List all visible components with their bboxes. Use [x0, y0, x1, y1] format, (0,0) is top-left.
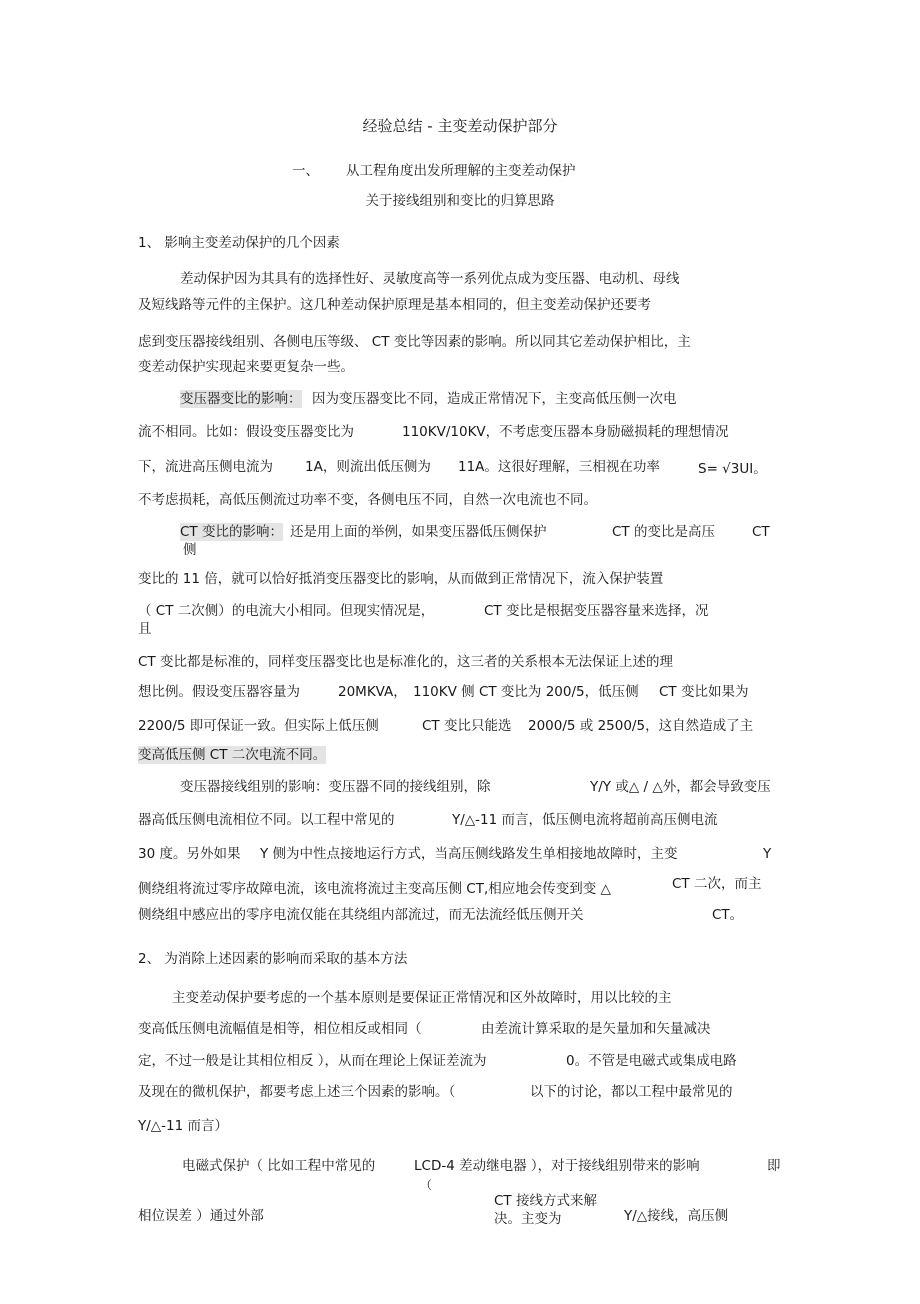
- paragraph-line: 还是用上面的举例，如果变压器低压侧保护: [290, 524, 547, 540]
- paragraph-line: CT 二次，而主: [672, 876, 762, 892]
- paragraph-line: CT 变比如果为: [659, 684, 749, 700]
- section-number: 一、: [292, 163, 319, 179]
- paragraph-line: 器高低压侧电流相位不同。以工程中常见的: [138, 812, 395, 828]
- paragraph-line: 30 度。另外如果: [138, 846, 241, 862]
- paragraph-line: 相位误差 ）通过外部: [138, 1208, 264, 1224]
- paragraph-line: 差动保护因为其具有的选择性好、灵敏度高等一系列优点成为变压器、电动机、母线: [180, 271, 680, 287]
- paragraph-line: 1A，则流出低压侧为: [305, 459, 431, 475]
- paragraph-line: CT。: [712, 907, 744, 923]
- paragraph-line: 侧绕组将流过零序故障电流，该电流将流过主变高压侧 CT,相应地会传变到变 △: [138, 881, 611, 897]
- paragraph-line: 以下的讨论，都以工程中最常见的: [530, 1084, 733, 1100]
- paragraph-line: 即: [767, 1158, 781, 1174]
- paragraph-fragment: （: [420, 1178, 433, 1192]
- paragraph-line: 由差流计算采取的是矢量加和矢量减决: [481, 1021, 711, 1037]
- paragraph-line: CT 变比只能选: [422, 718, 512, 734]
- paragraph-line: CT 变比是根据变压器容量来选择，况: [484, 603, 709, 619]
- paragraph-fragment: 侧: [183, 542, 197, 558]
- paragraph-line: 流不相同。比如：假设变压器变比为: [138, 424, 354, 440]
- paragraph-line: 及短线路等元件的主保护。这几种差动保护原理是基本相同的，但主变差动保护还要考: [138, 297, 651, 313]
- paragraph-line: 电磁式保护（ 比如工程中常见的: [182, 1158, 376, 1174]
- paragraph-line: 变比的 11 倍，就可以恰好抵消变压器变比的影响，从而做到正常情况下，流入保护装置: [138, 571, 664, 587]
- paragraph-line: Y 侧为中性点接地运行方式，当高压侧线路发生单相接地故障时，主变: [260, 846, 678, 862]
- paragraph-line: Y/△-11 而言）: [138, 1118, 229, 1134]
- paragraph-line: Y/△-11 而言，低压侧电流将超前高压侧电流: [452, 812, 718, 828]
- paragraph-line: 110KV/10KV，不考虑变压器本身励磁损耗的理想情况: [402, 424, 729, 440]
- paragraph-line: 及现在的微机保护，都要考虑上述三个因素的影响。（: [138, 1084, 456, 1100]
- highlighted-line: 变高低压侧 CT 二次电流不同。: [138, 747, 327, 763]
- paragraph-line: 想比例。假设变压器容量为: [138, 684, 300, 700]
- paragraph-line: 变差动保护实现起来要更复杂一些。: [138, 359, 354, 375]
- page-title: 经验总结 - 主变差动保护部分: [362, 117, 558, 135]
- paragraph-line: 不考虑损耗，高低压侧流过功率不变，各侧电压不同，自然一次电流也不同。: [138, 492, 597, 508]
- paragraph-line: 侧绕组中感应出的零序电流仅能在其绕组内部流过，而无法流经低压侧开关: [138, 907, 584, 923]
- highlight-label: 变压器变比的影响：: [180, 391, 302, 407]
- paragraph-line: 虑到变压器接线组别、各侧电压等级、 CT 变比等因素的影响。所以同其它差动保护相比，主: [138, 334, 691, 350]
- paragraph-line: Y/Y 或△ / △外，都会导致变压: [590, 779, 771, 795]
- paragraph-line: 决。主变为: [494, 1211, 562, 1227]
- paragraph-line: CT 的变比是高压: [612, 524, 715, 540]
- paragraph-line: CT: [752, 524, 770, 540]
- paragraph-line: 变高低压侧电流幅值是相等，相位相反或相同（: [138, 1021, 422, 1037]
- paragraph-line: CT 接线方式来解: [494, 1193, 597, 1209]
- paragraph-fragment: 且: [138, 621, 152, 637]
- paragraph-line: Y: [763, 846, 772, 862]
- paragraph-line: 因为变压器变比不同，造成正常情况下，主变高低压侧一次电: [312, 391, 677, 407]
- paragraph-line: 2200/5 即可保证一致。但实际上低压侧: [138, 718, 379, 734]
- paragraph-line: （ CT 二次侧）的电流大小相同。但现实情况是，: [138, 603, 435, 619]
- paragraph-line: CT 变比都是标准的，同样变压器变比也是标准化的，这三者的关系根本无法保证上述的理: [138, 654, 673, 670]
- heading-2: 2、 为消除上述因素的影响而采取的基本方法: [138, 951, 408, 967]
- paragraph-line: Y/△接线，高压侧: [624, 1208, 729, 1224]
- paragraph-line: 11A。这很好理解，三相视在功率: [458, 459, 660, 475]
- paragraph-line: 变压器接线组别的影响：变压器不同的接线组别，除: [180, 779, 491, 795]
- paragraph-line: 主变差动保护要考虑的一个基本原则是要保证正常情况和区外故障时，用以比较的主: [172, 990, 672, 1006]
- paragraph-line: LCD-4 差动继电器 ），对于接线组别带来的影响: [414, 1158, 700, 1174]
- paragraph-line: 110KV 侧 CT 变比为 200/5，低压侧: [413, 684, 639, 700]
- highlight-label: CT 变比的影响：: [180, 524, 283, 540]
- paragraph-line: 2000/5 或 2500/5，这自然造成了主: [528, 718, 754, 734]
- paragraph-line: 0。不管是电磁式或集成电路: [566, 1053, 737, 1069]
- paragraph-line: 20MKVA，: [338, 684, 407, 700]
- heading-1: 1、 影响主变差动保护的几个因素: [138, 235, 340, 251]
- section-subheading: 关于接线组别和变比的归算思路: [365, 193, 555, 209]
- paragraph-line: 定，不过一般是让其相位相反 ），从而在理论上保证差流为: [138, 1053, 487, 1069]
- section-heading: 从工程角度出发所理解的主变差动保护: [346, 163, 576, 179]
- paragraph-line: 下，流进高压侧电流为: [138, 459, 273, 475]
- formula: S= √3UI。: [698, 461, 767, 477]
